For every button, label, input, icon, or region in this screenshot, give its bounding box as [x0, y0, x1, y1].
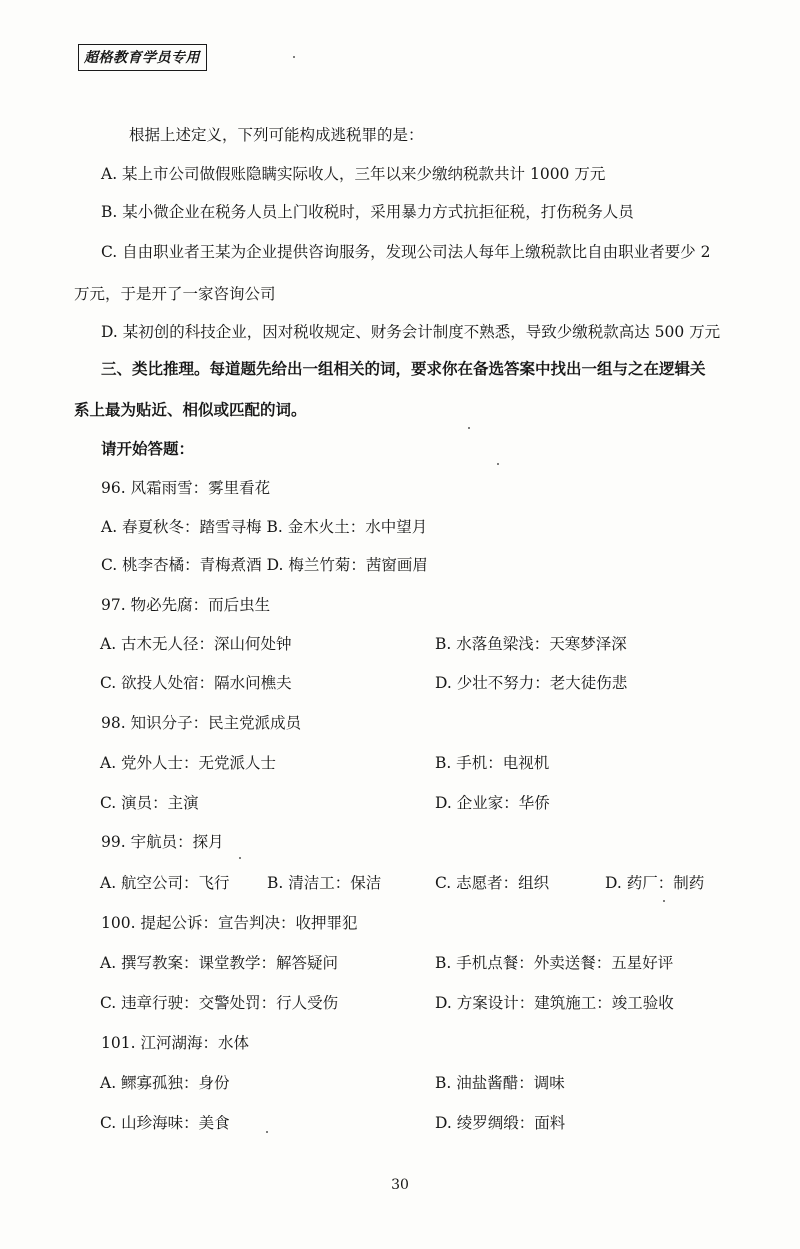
- question-stem-101: 101. 江河湖海：水体: [101, 1034, 249, 1052]
- question-stem-97: 97. 物必先腐：而后虫生: [101, 596, 271, 614]
- scan-speck: [239, 857, 241, 859]
- option-b: B. 某小微企业在税务人员上门收税时，采用暴力方式抗拒征税，打伤税务人员: [101, 203, 634, 221]
- q98-option-d: D. 企业家：华侨: [435, 794, 550, 812]
- q97-option-d: D. 少壮不努力：老大徒伤悲: [435, 674, 628, 692]
- scan-speck: [468, 427, 470, 429]
- q101-option-c: C. 山珍海味：美食: [100, 1114, 230, 1132]
- q99-option-d: D. 药厂：制药: [605, 874, 705, 892]
- q99-option-b: B. 清洁工：保洁: [267, 874, 382, 892]
- q101-option-b: B. 油盐酱醋：调味: [435, 1074, 565, 1092]
- option-a: A. 某上市公司做假账隐瞒实际收人，三年以来少缴纳税款共计 1000 万元: [101, 165, 606, 183]
- scan-speck: [497, 463, 499, 465]
- q97-option-b: B. 水落鱼梁浅：天寒梦泽深: [435, 635, 627, 653]
- scan-speck: [293, 56, 295, 58]
- q97-option-c: C. 欲投人处宿：隔水问樵夫: [100, 674, 292, 692]
- start-label: 请开始答题：: [101, 439, 195, 458]
- q101-option-a: A. 鳏寡孤独：身份: [100, 1074, 230, 1092]
- question-stem-98: 98. 知识分子：民主党派成员: [101, 714, 302, 732]
- page-number: 30: [391, 1177, 409, 1193]
- q98-option-c: C. 演员：主演: [100, 794, 199, 812]
- q96-options-row2: C. 桃李杏橘：青梅煮酒 D. 梅兰竹菊：茜窗画眉: [101, 556, 428, 574]
- scan-speck: [663, 900, 665, 902]
- q98-option-a: A. 党外人士：无党派人士: [100, 754, 277, 772]
- section-heading-line1: 三、类比推理。每道题先给出一组相关的词，要求你在备选答案中找出一组与之在逻辑关: [101, 359, 706, 378]
- option-d: D. 某初创的科技企业，因对税收规定、财务会计制度不熟悉，导致少缴税款高达 500 万元: [101, 323, 721, 341]
- question-stem-96: 96. 风霜雨雪：雾里看花: [101, 479, 271, 497]
- q98-option-b: B. 手机：电视机: [435, 754, 550, 772]
- q100-option-a: A. 撰写教案：课堂教学：解答疑问: [100, 954, 339, 972]
- q100-option-d: D. 方案设计：建筑施工：竣工验收: [435, 994, 674, 1012]
- q101-option-d: D. 绫罗绸缎：面料: [435, 1114, 566, 1132]
- option-c-line1: C. 自由职业者王某为企业提供咨询服务，发现公司法人每年上缴税款比自由职业者要少 2: [101, 243, 711, 261]
- q100-option-b: B. 手机点餐：外卖送餐：五星好评: [435, 954, 674, 972]
- q99-option-a: A. 航空公司：飞行: [100, 874, 230, 892]
- q100-option-c: C. 违章行驶：交警处罚：行人受伤: [100, 994, 339, 1012]
- scan-speck: [266, 1131, 268, 1133]
- option-c-line2: 万元，于是开了一家咨询公司: [74, 285, 276, 303]
- section-heading-line2: 系上最为贴近、相似或匹配的词。: [74, 400, 307, 419]
- q97-option-a: A. 古木无人径：深山何处钟: [100, 635, 292, 653]
- question-prompt: 根据上述定义，下列可能构成逃税罪的是：: [129, 126, 424, 144]
- q99-option-c: C. 志愿者：组织: [435, 874, 550, 892]
- header-stamp: 超格教育学员专用: [78, 44, 207, 71]
- q96-options-row1: A. 春夏秋冬：踏雪寻梅 B. 金木火土：水中望月: [101, 518, 428, 536]
- question-stem-99: 99. 宇航员：探月: [101, 833, 224, 851]
- question-stem-100: 100. 提起公诉：宣告判决：收押罪犯: [101, 914, 358, 932]
